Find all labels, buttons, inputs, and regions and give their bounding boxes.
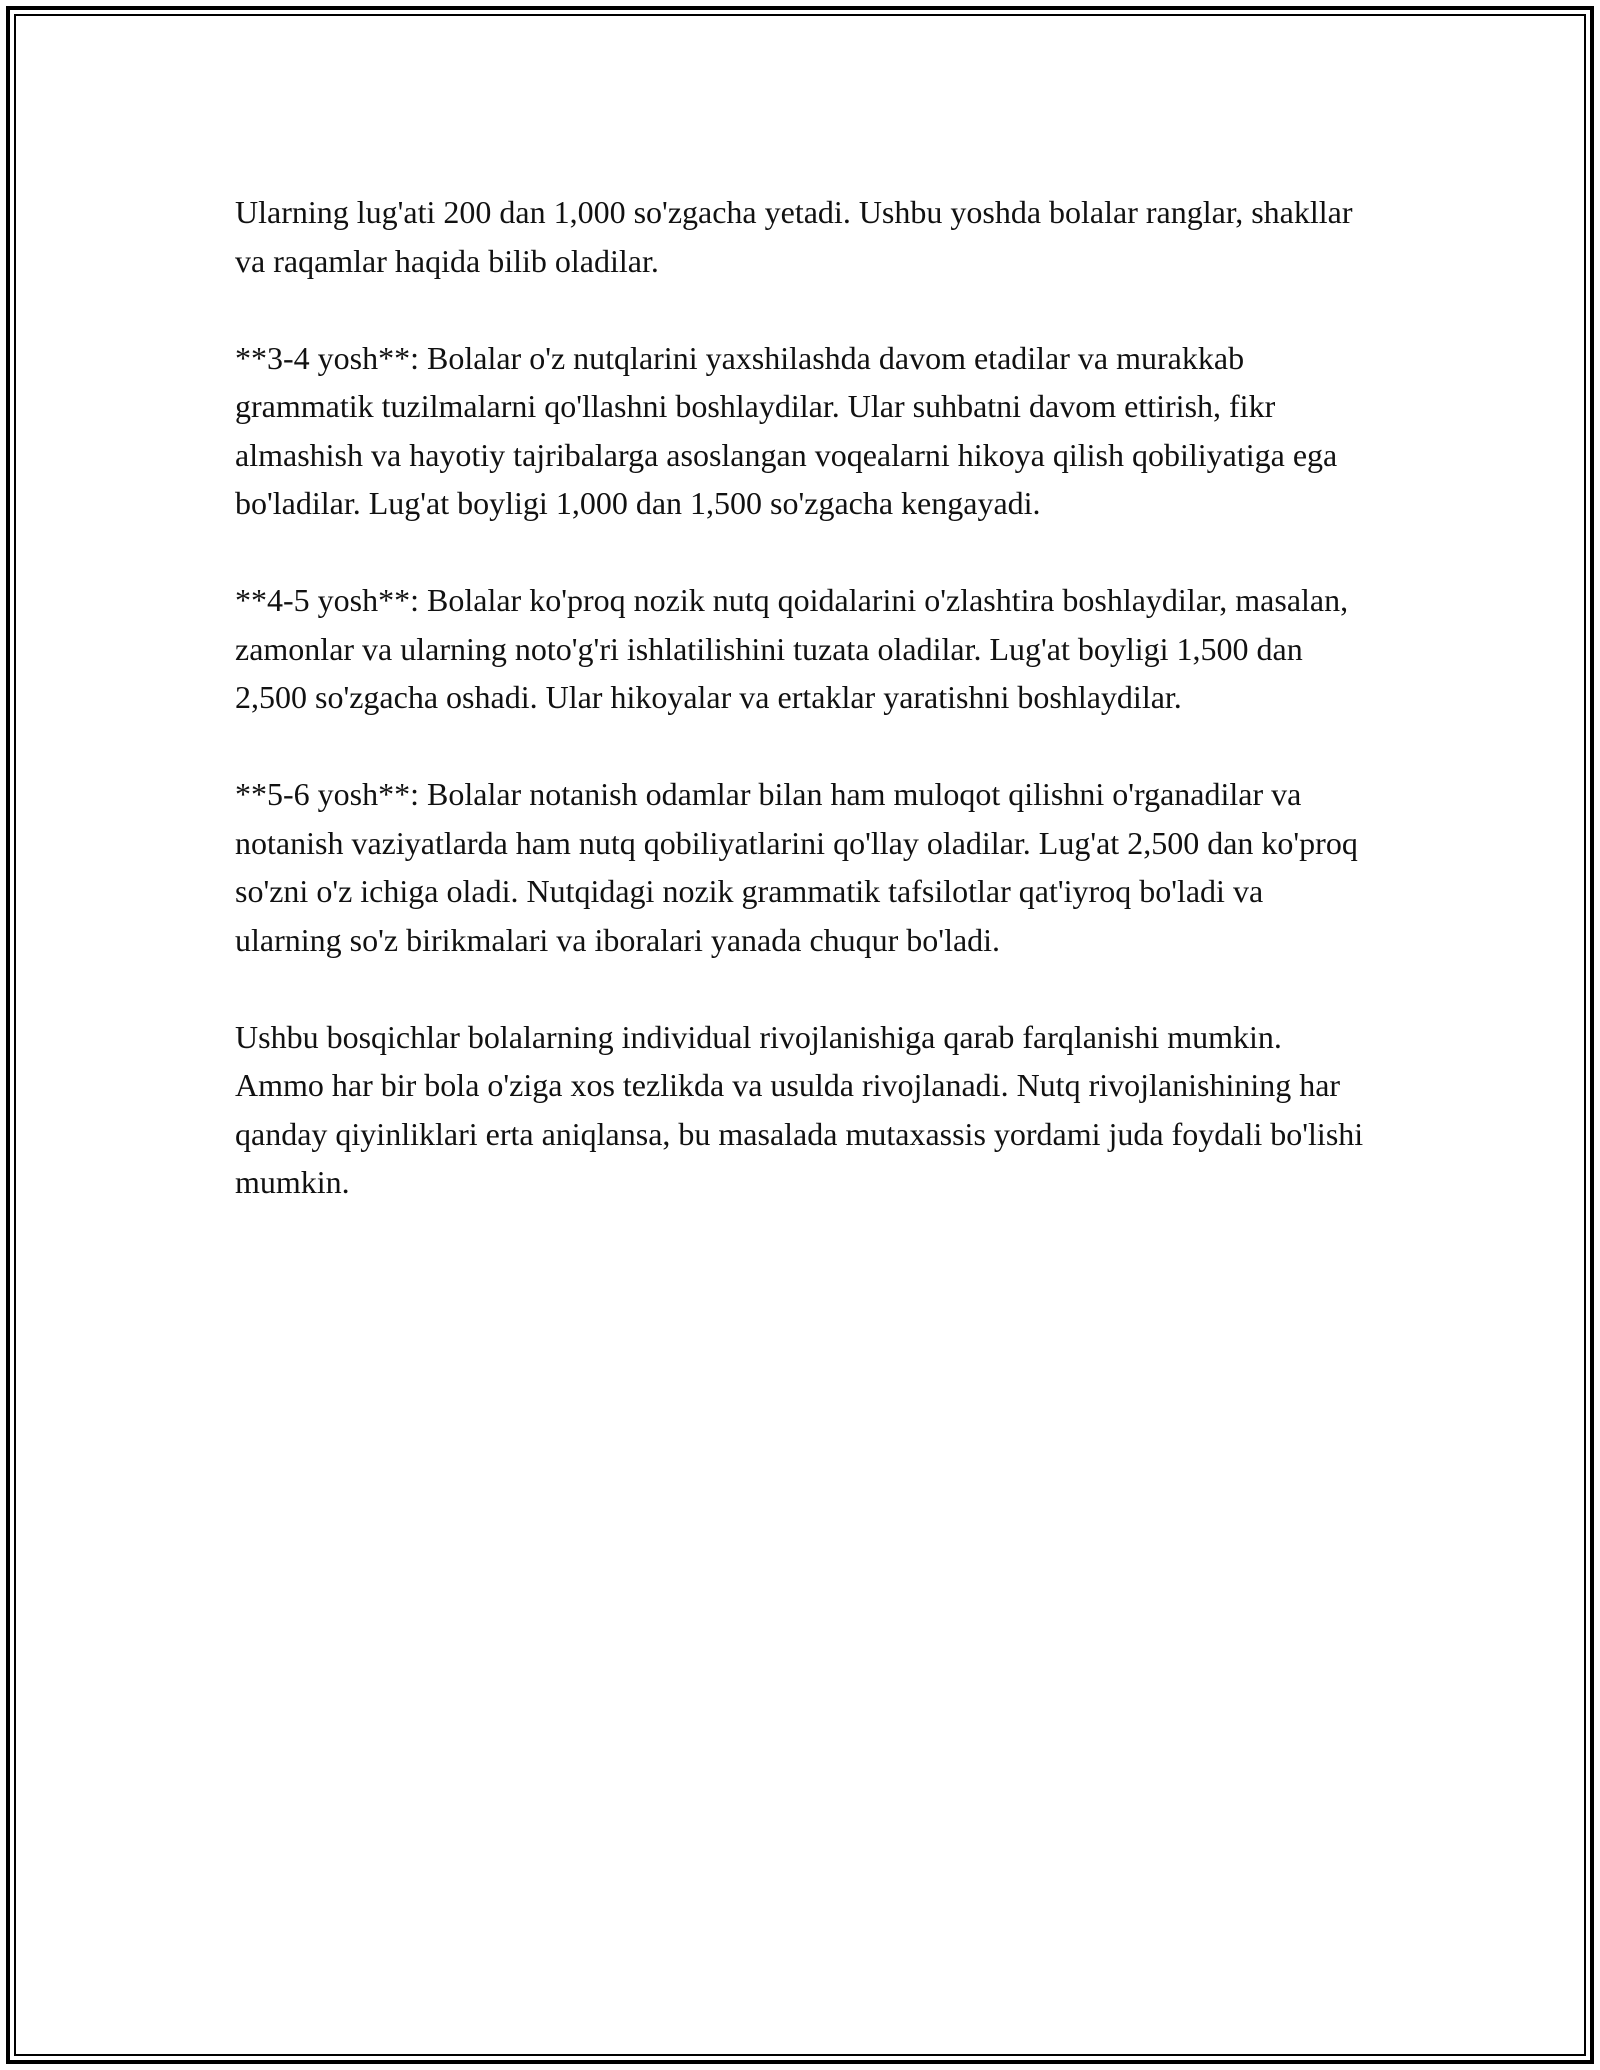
paragraph-vocabulary-intro: Ularning lug'ati 200 dan 1,000 so'zgacha yetadi. Ushbu yoshda bolalar ranglar, shakllar va raqamlar haqida bilib oladilar. xyxy=(235,194,1353,279)
paragraph-conclusion: Ushbu bosqichlar bolalarning individual rivojlanishiga qarab farqlanishi mumkin. Ammo har bir bola o'ziga xos tezlikda va usulda rivojlanadi. Nutq rivojlanishining har qanday qiyinliklari erta aniqlansa, bu masalada mutaxassis yordami juda foydali bo'lishi mumkin. xyxy=(235,1018,1364,1200)
document-body xyxy=(235,188,1365,1207)
paragraph-age-4-5: **4-5 yosh**: Bolalar ko'proq nozik nutq qoidalarini o'zlashtira boshlaydilar, masalan, zamonlar va ularning noto'g'ri ishlatilishini tuzata oladilar. Lug'at boyligi 1,500 dan 2,500 so'zgacha oshadi. Ular hikoyalar va ertaklar yaratishni boshlaydilar. xyxy=(235,582,1349,715)
paragraph-age-5-6: **5-6 yosh**: Bolalar notanish odamlar bilan ham muloqot qilishni o'rganadilar va notanish vaziyatlarda ham nutq qobiliyatlarini qo'llay oladilar. Lug'at 2,500 dan ko'proq so'zni o'z ichiga oladi. Nutqidagi nozik grammatik tafsilotlar qat'iyroq bo'ladi va ularning so'z birikmalari va iboralari yanada chuqur bo'ladi. xyxy=(235,776,1358,958)
paragraph-age-3-4: **3-4 yosh**: Bolalar o'z nutqlarini yaxshilashda davom etadilar va murakkab grammatik tuzilmalarni qo'llashni boshlaydilar. Ular suhbatni davom ettirish, fikr almashish va hayotiy tajribalarga asoslangan voqealarni hikoya qilish qobiliyatiga ega bo'ladilar. Lug'at boyligi 1,000 dan 1,500 so'zgacha kengayadi. xyxy=(235,339,1338,521)
